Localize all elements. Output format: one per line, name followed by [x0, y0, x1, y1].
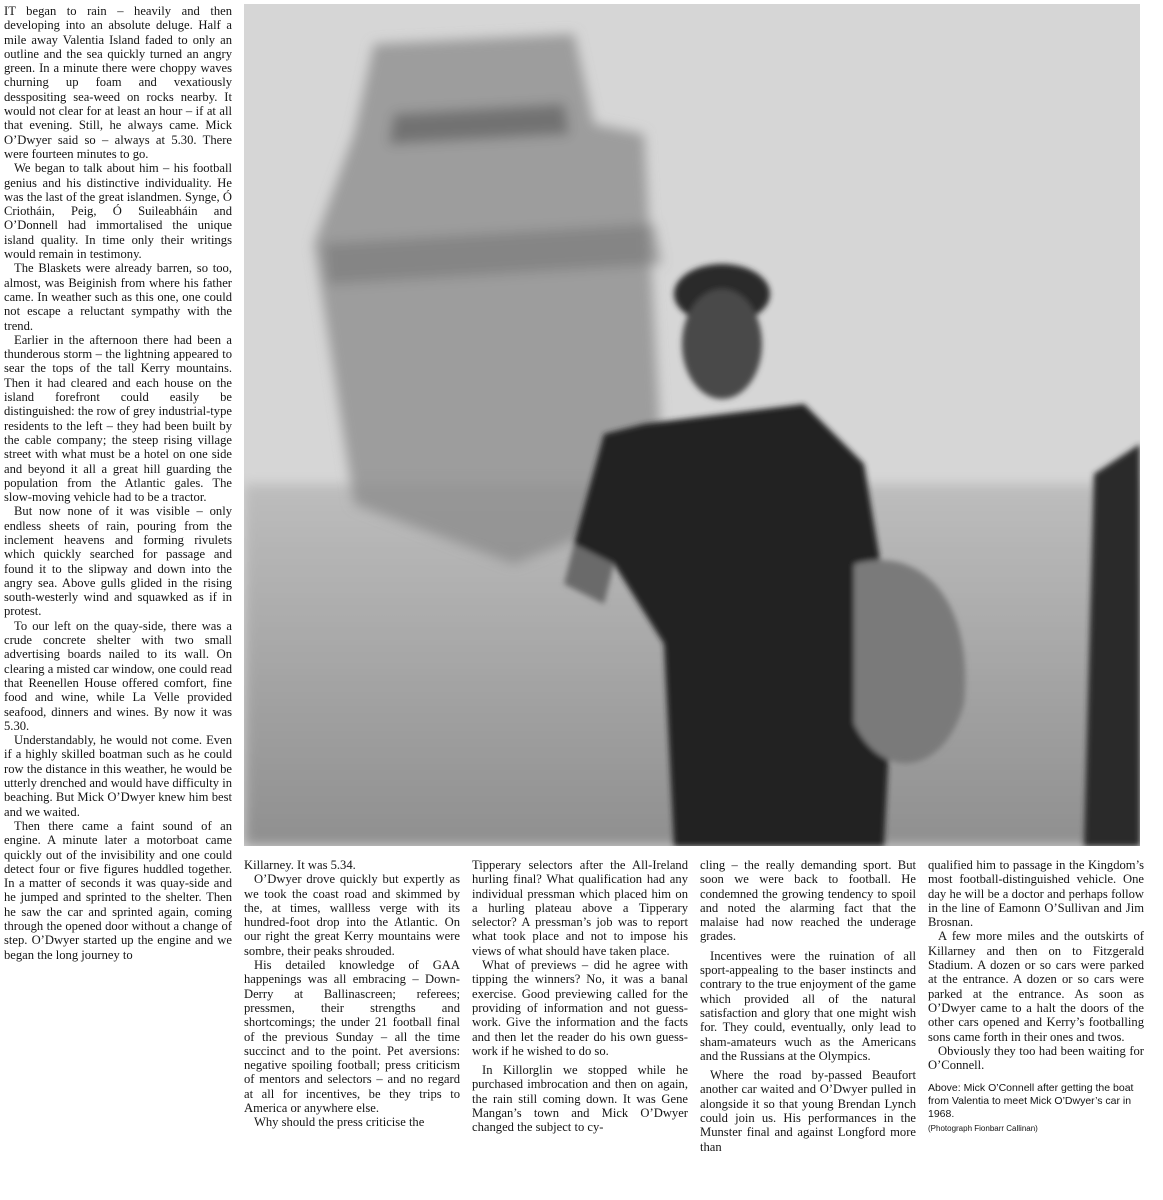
- article-column-5: [928, 858, 1144, 1188]
- paragraph: Obviously they too had been waiting for O’Connell.: [928, 1043, 1144, 1073]
- paragraph: cling – the really demanding sport. But soon we were back to football. He condemned the growing tendency to spoil and noted the alarming fact that the malaise had now reached the underage grades.: [700, 858, 916, 944]
- caption-text: Above: Mick O’Connell after getting the boat from Valentia to meet Mick O’Dwyer’s car in 1968.: [928, 1082, 1134, 1121]
- paragraph: Then there came a faint sound of an engine. A minute later a motorboat came quickly out of the invisibility and one could detect four or five figures huddled together. In a matter of seconds it was quay-side and he jumped and sprinted to the shelter. Then he saw the car and sprinted again, coming through the opened door without a change of step. O’Dwyer started up the engine and we began the long journey to: [4, 818, 232, 962]
- paragraph: Where the road by-passed Beaufort another car waited and O’Dwyer pulled in alongside it so that young Brendan Lynch could join us. His performances in the Munster final and against Longford more than: [700, 1068, 916, 1154]
- article-column-4: [700, 858, 916, 1188]
- paragraph: O’Dwyer drove quickly but expertly as we took the coast road and skimmed by the, at times, wallless verge with its hundred-foot drop into the Atlantic. On our right the great Kerry mountains were sombre, their peaks shrouded.: [244, 872, 460, 958]
- paragraph: But now none of it was visible – only endless sheets of rain, pouring from the inclement heavens and forming rivulets which quickly searched for passage and found it to the slipway and down into the angry sea. Above gulls glided in the rising south-westerly wind and squawked as if in protest.: [4, 504, 232, 619]
- paragraph: His detailed knowledge of GAA happenings was all embracing – Down-Derry at Ballinascreen; referees; pressmen, their strengths and shortcomings; the under 21 football final of the previous Sunday – all the time succinct and to the point. Pet aversions: negative spoiling football; press criticism of mentors and selectors – and no regard at all for incentives, be they trips to America or anywhere else.: [244, 958, 460, 1116]
- photo-illustration: [244, 4, 1140, 846]
- article-column-3: [472, 858, 688, 1188]
- photo-credit: (Photograph Fionbarr Callinan): [928, 1124, 1038, 1134]
- paragraph: IT began to rain – heavily and then developing into an absolute deluge. Half a mile away Valentia Island faded to only an outline and the sea quickly turned an angry green. In a minute there were choppy waves churning up foam and vexatiously desspositing sea-weed on rocks nearby. It would not clear for at least an hour – if at all that evening. Still, he always came. Mick O’Dwyer said so – always at 5.30. There were fourteen minutes to go.: [4, 4, 232, 161]
- paragraph: In Killorglin we stopped while he purchased imbrocation and then on again, the rain still coming down. It was Gene Mangan’s town and Mick O’Dwyer changed the subject to cy-: [472, 1063, 688, 1135]
- paragraph: Tipperary selectors after the All-Ireland hurling final? What qualification had any individual pressman which placed him on a hurling plateau above a Tipperary selector? A pressman’s job was to report what took place and not to impose his views of what should have taken place.: [472, 858, 688, 958]
- article-column-1: [4, 4, 232, 1184]
- paragraph: qualified him to passage in the Kingdom’s most football-distinguished vehicle. One day he will be a doctor and perhaps follow in the line of Eamonn O’Sullivan and Jim Brosnan.: [928, 858, 1144, 930]
- paragraph: Incentives were the ruination of all sport-appealing to the baser instincts and contrary to the true enjoyment of the game which provided all of the natural satisfaction and glory that one might wish for. They could, eventually, only lead to sham-amateurs wuch as the Americans and the Russians at the Olympics.: [700, 948, 916, 1063]
- paragraph: Killarney. It was 5.34.: [244, 858, 356, 872]
- paragraph: Why should the press criticise the: [254, 1115, 425, 1130]
- photo-caption: [928, 1082, 1144, 1135]
- paragraph: A few more miles and the outskirts of Killarney and then on to Fitzgerald Stadium. A dozen or so cars were parked at the entrance. A dozen or so cars were parked at the entrance. As soon as O’Dwyer came to a halt the doors of the other cars opened and Kerry’s footballing sons came forth in their ones and twos.: [928, 929, 1144, 1044]
- photograph-mick-oconnell: [244, 4, 1140, 846]
- paragraph: To our left on the quay-side, there was a crude concrete shelter with two small advertising boards nailed to its wall. On clearing a misted car window, one could read that Reenellen House offered comfort, fine food and wine, while La Velle provided seafood, dinners and wines. By now it was 5.30.: [4, 618, 232, 733]
- paragraph: Understandably, he would not come. Even if a highly skilled boatman such as he could row the distance in this weather, he would be utterly drenched and would have difficulty in beaching. But Mick O’Dwyer knew him best and we waited.: [4, 733, 232, 819]
- paragraph: Earlier in the afternoon there had been a thunderous storm – the lightning appeared to sear the tops of the tall Kerry mountains. Then it had cleared and each house on the island forefront could easily be distinguished: the row of grey industrial-type residents to the left – they had been built by the cable company; the steep rising village street with what must be a hotel on one side and beyond it all a great hill guarding the population from the Atlantic gales. The slow-moving vehicle had to be a tractor.: [4, 332, 232, 505]
- article-column-2: [244, 858, 460, 1188]
- paragraph: We began to talk about him – his football genius and his distinctive individuality. He was the last of the great islandmen. Synge, Ó Criotháin, Peig, Ó Suileabháin and O’Donnell had immortalised the unique island quality. In time only their writings would remain in testimony.: [4, 161, 232, 262]
- paragraph: What of previews – did he agree with tipping the winners? No, it was a banal exercise. Good previewing called for the providing of information and not guess-work. Give the information and the facts and then let the reader do his own guess-work if he wished to do so.: [472, 958, 688, 1058]
- paragraph: The Blaskets were already barren, so too, almost, was Beiginish from where his father came. In weather such as this one, one could not escape a reluctant sympathy with the trend.: [4, 261, 232, 333]
